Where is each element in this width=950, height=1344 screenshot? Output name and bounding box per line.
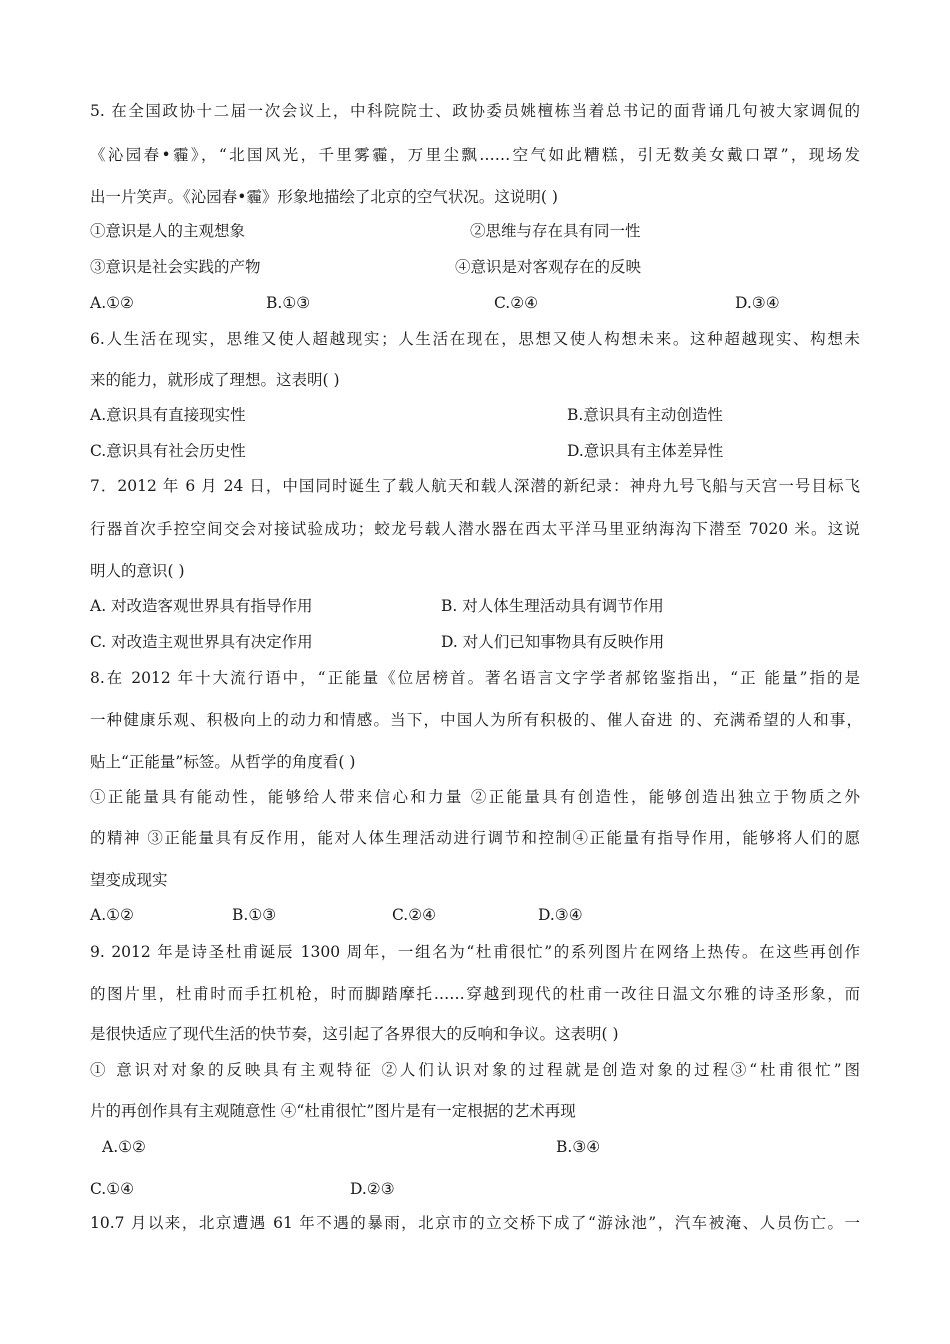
- question-5-option-d: D.③④: [735, 294, 780, 312]
- question-5-stem-line-2: 《沁园春•霾》，“北国风光，千里雾霾，万里尘飘……空气如此糟糕，引无数美女戴口罩”，现场发: [90, 146, 860, 164]
- question-9-stem-line-1: 9. 2012 年是诗圣杜甫诞辰 1300 周年，一组名为“杜甫很忙”的系列图片在网络上热传。在这些再创作: [90, 943, 860, 961]
- question-9-option-c: C.①④: [90, 1180, 135, 1198]
- question-7-option-a: A. 对改造客观世界具有指导作用: [90, 597, 313, 615]
- question-8-stem-line-3: 贴上“正能量”标签。从哲学的角度看( ): [90, 753, 356, 771]
- question-7-stem-line-2: 行器首次手控空间交会对接试验成功；蛟龙号载人潜水器在西太平洋马里亚纳海沟下潜至 7020 米。这说: [90, 520, 860, 538]
- question-6-option-d: D.意识具有主体差异性: [567, 442, 724, 460]
- question-9-option-a: A.①②: [102, 1138, 146, 1156]
- question-7-option-b: B. 对人体生理活动具有调节作用: [441, 597, 664, 615]
- question-8-statement-line-3: 望变成现实: [90, 871, 168, 889]
- question-8-stem-line-1: 8.在 2012 年十大流行语中，“正能量《位居榜首。著名语言文字学者郝铭鉴指出，“正 能量”指的是: [90, 669, 860, 687]
- question-8-statement-line-2: 的精神 ③正能量具有反作用，能对人体生理活动进行调节和控制④正能量有指导作用，能够将人们的愿: [90, 829, 860, 847]
- question-7-option-d: D. 对人们已知事物具有反映作用: [441, 633, 665, 651]
- question-7-option-c: C. 对改造主观世界具有决定作用: [90, 633, 313, 651]
- question-5-statement-1: ①意识是人的主观想象: [90, 222, 246, 240]
- question-5-statement-3: ③意识是社会实践的产物: [90, 258, 261, 276]
- question-9-stem-line-3: 是很快适应了现代生活的快节奏，这引起了各界很大的反响和争议。这表明( ): [90, 1025, 619, 1043]
- question-6-option-a: A.意识具有直接现实性: [90, 406, 246, 424]
- question-9-statement-line-1: ① 意识对对象的反映具有主观特征 ②人们认识对象的过程就是创造对象的过程③“杜甫很忙”图: [90, 1061, 860, 1079]
- question-5-statement-2: ②思维与存在具有同一性: [470, 222, 641, 240]
- question-8-option-a: A.①②: [90, 906, 134, 924]
- question-5-stem-line-1: 5. 在全国政协十二届一次会议上，中科院院士、政协委员姚檀栋当着总书记的面背诵几句被大家调侃的: [90, 102, 860, 120]
- question-9-option-b: B.③④: [556, 1138, 601, 1156]
- question-8-option-d: D.③④: [538, 906, 583, 924]
- question-6-option-c: C.意识具有社会历史性: [90, 442, 246, 460]
- question-5-statement-4: ④意识是对客观存在的反映: [455, 258, 642, 276]
- question-5-option-b: B.①③: [266, 294, 311, 312]
- question-7-stem-line-1: 7．2012 年 6 月 24 日，中国同时诞生了载人航天和载人深潜的新纪录：神舟九号飞船与天宫一号目标飞: [90, 477, 860, 495]
- question-7-stem-line-3: 明人的意识( ): [90, 562, 185, 580]
- question-8-option-c: C.②④: [392, 906, 437, 924]
- question-5-stem-line-3: 出一片笑声。《沁园春•霾》形象地描绘了北京的空气状况。这说明( ): [90, 188, 558, 206]
- question-8-option-b: B.①③: [232, 906, 277, 924]
- question-5-option-a: A.①②: [90, 294, 134, 312]
- question-8-statement-line-1: ①正能量具有能动性，能够给人带来信心和力量 ②正能量具有创造性，能够创造出独立于物质之外: [90, 788, 860, 806]
- question-6-stem-line-1: 6.人生活在现实，思维又使人超越现实；人生活在现在，思想又使人构想未来。这种超越现实、构想未: [90, 330, 860, 348]
- question-9-option-d: D.②③: [350, 1180, 395, 1198]
- question-5-option-c: C.②④: [494, 294, 539, 312]
- question-10-stem-line-1: 10.7 月以来，北京遭遇 61 年不遇的暴雨，北京市的立交桥下成了“游泳池”，汽车被淹、人员伤亡。一: [90, 1214, 860, 1232]
- question-6-stem-line-2: 来的能力，就形成了理想。这表明( ): [90, 371, 340, 389]
- question-9-stem-line-2: 的图片里，杜甫时而手扛机枪，时而脚踏摩托……穿越到现代的杜甫一改往日温文尔雅的诗圣形象，而: [90, 985, 860, 1003]
- question-9-statement-line-2: 片的再创作具有主观随意性 ④“杜甫很忙”图片是有一定根据的艺术再现: [90, 1102, 576, 1120]
- question-6-option-b: B.意识具有主动创造性: [567, 406, 723, 424]
- question-8-stem-line-2: 一种健康乐观、积极向上的动力和情感。当下，中国人为所有积极的、催人奋进 的、充满希望的人和事，: [90, 711, 862, 729]
